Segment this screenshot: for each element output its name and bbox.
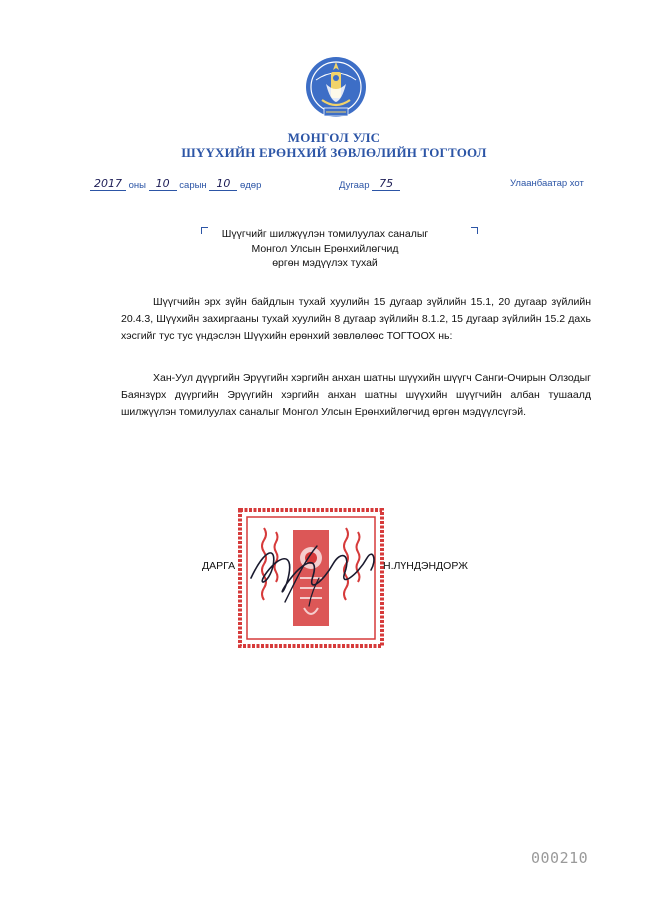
subject-line-2: Монгол Улсын Ерөнхийлөгчид bbox=[251, 242, 399, 255]
document-subject bbox=[0, 227, 650, 271]
signatory-name: Н.ЛҮНДЭНДОРЖ bbox=[383, 560, 468, 572]
state-emblem-icon bbox=[304, 54, 368, 124]
header-document-type: ШҮҮХИЙН ЕРӨНХИЙ ЗӨВЛӨЛИЙН ТОГТООЛ bbox=[181, 145, 487, 160]
header-country: МОНГОЛ УЛС bbox=[287, 130, 381, 145]
document-number bbox=[339, 178, 400, 192]
date-year: 2017 bbox=[90, 177, 126, 191]
date-year-label: оны bbox=[128, 180, 146, 191]
document-date bbox=[90, 178, 261, 192]
handwritten-signature bbox=[245, 538, 395, 608]
body-paragraph-2: Хан-Уул дүүргийн Эрүүгийн хэргийн анхан шатны шүүхийн шүүгч Санги-Очирын Олзодыг Баянзүрх дүүргийн Эрүүгийн хэргийн анхан шатны шүүхийн шүүгчийн албан тушаалд шилжүүлэн томилуулах саналыг Монгол Улсын Ерөнхийлөгчид өргөн мэдүүлсүгэй. bbox=[121, 372, 591, 418]
number-label: Дугаар bbox=[339, 180, 370, 191]
body-paragraph-1: Шүүгчийн эрх зүйн байдлын тухай хуулийн 15 дугаар зүйлийн 15.1, 20 дугаар зүйлийн 20.4.3, Шүүхийн захиргааны тухай хуулийн 8 дугаар зүйлийн 8.1.2, 15 дугаар зүйлийн 15.2 дахь хэсгийг тус тус үндэслэн Шүүхийн ерөнхий зөвлөлөөс ТОГТООХ нь: bbox=[121, 296, 591, 342]
signatory-title: ДАРГА bbox=[202, 560, 236, 572]
date-day-label: өдөр bbox=[239, 180, 262, 191]
document-city: Улаанбаатар хот bbox=[510, 178, 584, 189]
number-value: 75 bbox=[372, 177, 400, 191]
date-month: 10 bbox=[149, 177, 177, 191]
date-day: 10 bbox=[209, 177, 237, 191]
subject-line-1: Шүүгчийг шилжүүлэн томилуулах саналыг bbox=[221, 228, 429, 240]
date-month-label: сарын bbox=[179, 180, 207, 191]
serial-number: 000210 bbox=[531, 849, 589, 867]
subject-line-3: өргөн мэдүүлэх тухай bbox=[272, 257, 378, 269]
